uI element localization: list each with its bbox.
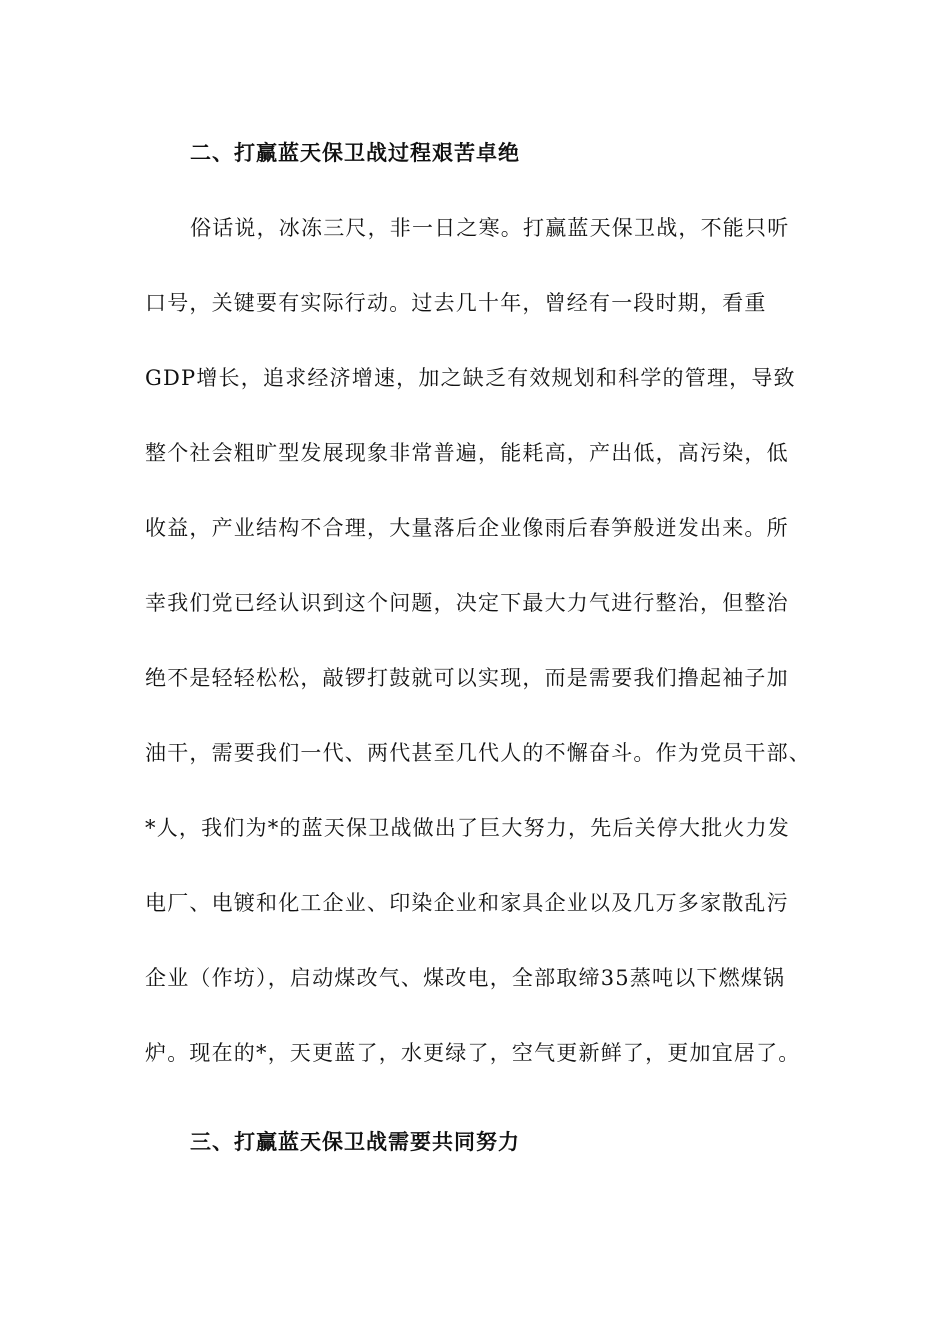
- paragraph-line: 炉。现在的*，天更蓝了，水更绿了，空气更新鲜了，更加宜居了。: [145, 1041, 801, 1065]
- paragraph-line: 口号，关键要有实际行动。过去几十年，曾经有一段时期，看重: [145, 291, 767, 315]
- paragraph-line: 幸我们党已经认识到这个问题，决定下最大力气进行整治，但整治: [145, 591, 789, 615]
- section-heading-three: 三、打赢蓝天保卫战需要共同努力: [190, 1129, 520, 1154]
- paragraph-line: 整个社会粗旷型发展现象非常普遍，能耗高，产出低，高污染，低: [145, 441, 789, 465]
- paragraph-line: 俗话说，冰冻三尺，非一日之寒。打赢蓝天保卫战，不能只听: [190, 216, 790, 240]
- paragraph-line: GDP增长，追求经济增速，加之缺乏有效规划和科学的管理，导致: [145, 366, 796, 390]
- paragraph-line: 收益，产业结构不合理，大量落后企业像雨后春笋般迸发出来。所: [145, 516, 789, 540]
- section-heading-two: 二、打赢蓝天保卫战过程艰苦卓绝: [190, 140, 520, 165]
- paragraph-line: 油干，需要我们一代、两代甚至几代人的不懈奋斗。作为党员干部、: [145, 741, 811, 765]
- paragraph-line: *人，我们为*的蓝天保卫战做出了巨大努力，先后关停大批火力发: [145, 816, 790, 840]
- paragraph-line: 电厂、电镀和化工企业、印染企业和家具企业以及几万多家散乱污: [145, 891, 789, 915]
- paragraph-line: 企业（作坊），启动煤改气、煤改电，全部取缔35蒸吨以下燃煤锅: [145, 966, 786, 990]
- paragraph-line: 绝不是轻轻松松，敲锣打鼓就可以实现，而是需要我们撸起袖子加: [145, 666, 789, 690]
